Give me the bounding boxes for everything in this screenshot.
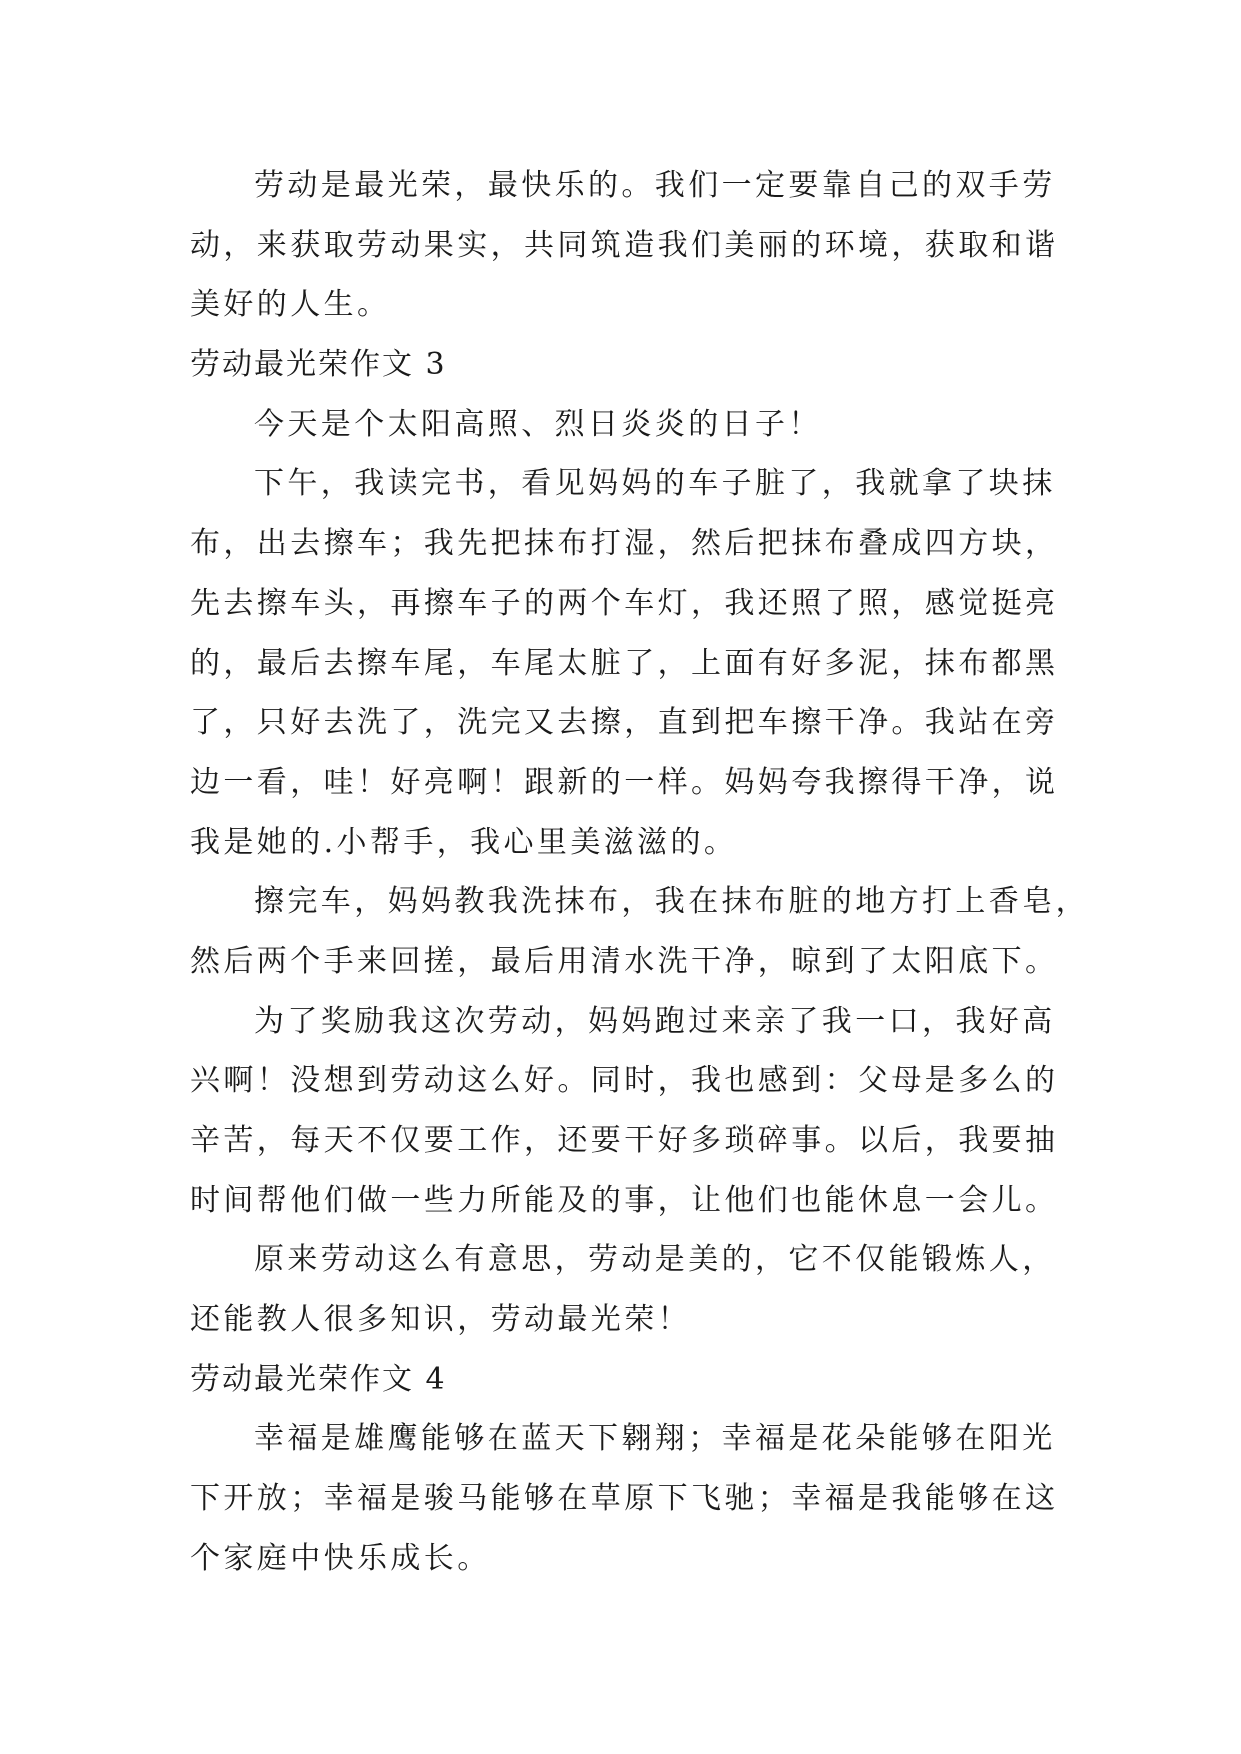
paragraph-line: 下午，我读完书，看见妈妈的车子脏了，我就拿了块抹 (254, 466, 1056, 502)
paragraph-line: 然后两个手来回搓，最后用清水洗干净，晾到了太阳底下。 (190, 943, 1059, 979)
paragraph (190, 1230, 1055, 1349)
paragraph-line: 幸福是雄鹰能够在蓝天下翱翔；幸福是花朵能够在阳光 (254, 1421, 1056, 1457)
paragraph (190, 1409, 1059, 1588)
paragraph-line: 兴啊！没想到劳动这么好。同时，我也感到：父母是多么的 (190, 1063, 1059, 1099)
paragraph-line: 时间帮他们做一些力所能及的事，让他们也能休息一会儿。 (190, 1182, 1059, 1218)
paragraph-line: 先去擦车头，再擦车子的两个车灯，我还照了照，感觉挺亮 (190, 585, 1059, 621)
paragraph-line: 边一看，哇！好亮啊！跟新的一样。妈妈夸我擦得干净，说 (190, 764, 1059, 800)
paragraph-line: 今天是个太阳高照、烈日炎炎的日子！ (254, 406, 822, 442)
document-body (190, 156, 1089, 1589)
paragraph-line: 了，只好去洗了，洗完又去擦，直到把车擦干净。我站在旁 (190, 705, 1059, 741)
paragraph (190, 156, 1059, 335)
paragraph-line: 擦完车，妈妈教我洗抹布，我在抹布脏的地方打上香皂， (254, 884, 1089, 920)
paragraph-line: 美好的人生。 (190, 287, 391, 323)
paragraph (190, 454, 1059, 872)
paragraph-line: 还能教人很多知识，劳动最光荣！ (190, 1302, 691, 1338)
paragraph (190, 872, 1089, 991)
paragraph (190, 395, 1055, 455)
paragraph (190, 992, 1059, 1231)
paragraph-line: 动，来获取劳动果实，共同筑造我们美丽的环境，获取和谐 (190, 227, 1059, 263)
paragraph-line: 原来劳动这么有意思，劳动是美的，它不仅能锻炼人， (254, 1242, 1056, 1278)
essay-heading: 劳动最光荣作文 4 (190, 1361, 447, 1397)
paragraph-line: 下开放；幸福是骏马能够在草原下飞驰；幸福是我能够在这 (190, 1481, 1059, 1517)
paragraph-line: 为了奖励我这次劳动，妈妈跑过来亲了我一口，我好高 (254, 1003, 1056, 1039)
essay-heading: 劳动最光荣作文 3 (190, 347, 447, 383)
paragraph-line: 的，最后去擦车尾，车尾太脏了，上面有好多泥，抹布都黑 (190, 645, 1059, 681)
paragraph-line: 我是她的.小帮手，我心里美滋滋的。 (190, 824, 738, 860)
paragraph-line: 辛苦，每天不仅要工作，还要干好多琐碎事。以后，我要抽 (190, 1123, 1059, 1158)
paragraph-line: 个家庭中快乐成长。 (190, 1540, 491, 1576)
paragraph-line: 劳动是最光荣，最快乐的。我们一定要靠自己的双手劳 (254, 168, 1056, 203)
paragraph-line: 布，出去擦车；我先把抹布打湿，然后把抹布叠成四方块， (190, 526, 1059, 562)
